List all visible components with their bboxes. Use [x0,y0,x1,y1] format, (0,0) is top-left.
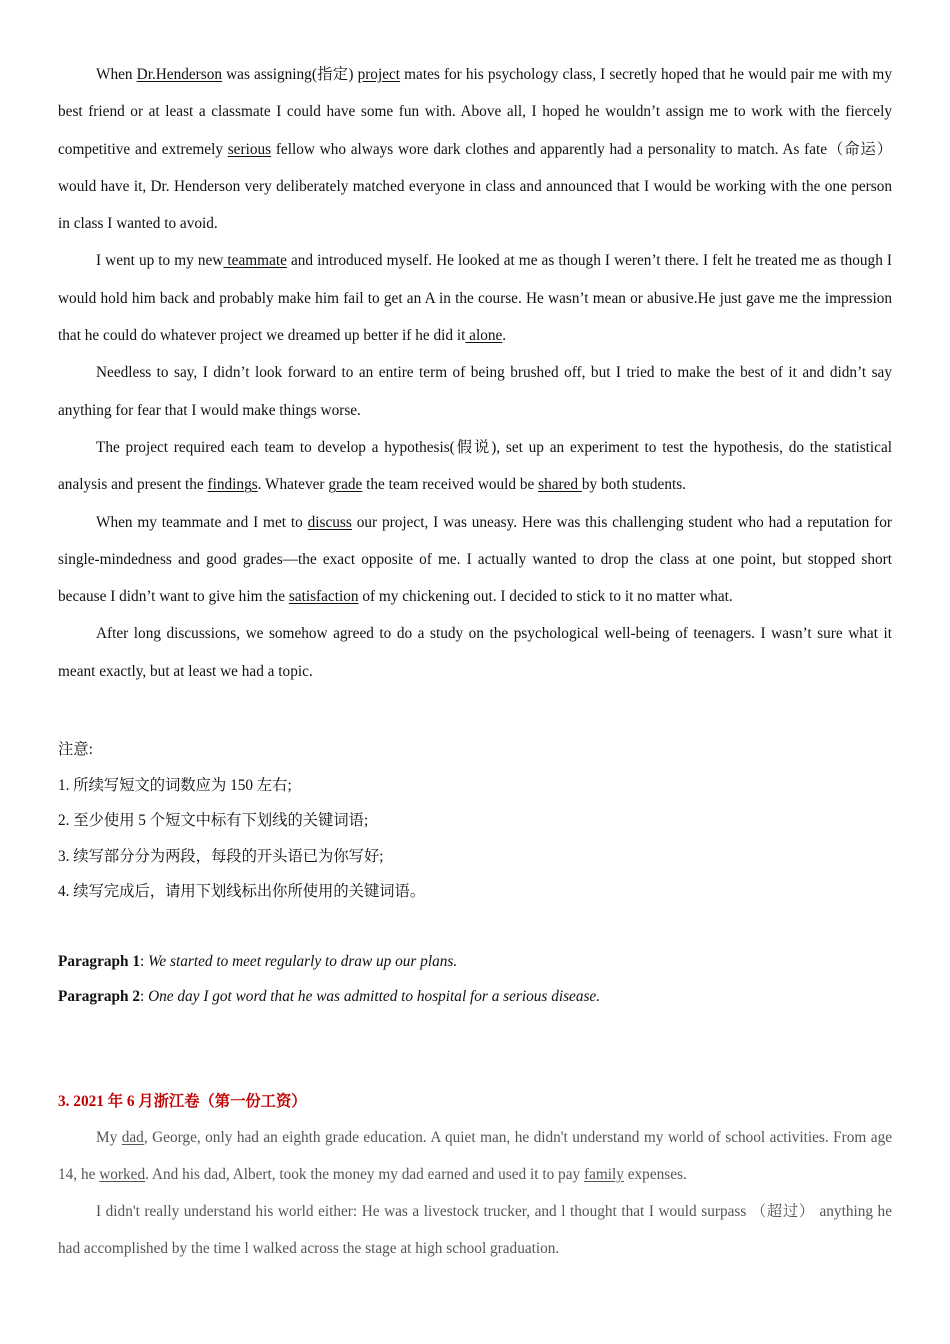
section-3-title: 3. 2021 年 6 月浙江卷（第一份工资） [58,1092,307,1110]
text-run: was assigning(指定) [222,66,358,83]
underlined-keyword: Dr.Henderson [136,66,223,83]
paragraph [58,1193,892,1268]
document-page [58,56,892,1268]
text-run: . And his dad, Albert, took the money my dad earned and used it to pay [145,1165,584,1183]
paragraph-prompts [58,944,892,1014]
underlined-keyword: findings [207,476,258,494]
text-run: When [96,66,137,83]
paragraph [58,615,892,690]
paragraph [58,1119,892,1194]
notes-section [58,732,892,910]
section-3-passage [58,1119,892,1268]
notes-heading: 注意: [58,741,93,759]
notes-item: 4. 续写完成后，请用下划线标出你所使用的关键词语。 [58,883,426,901]
underlined-keyword: project [357,66,401,83]
underlined-keyword: alone [465,327,503,345]
paragraph [58,504,892,616]
text-run: of my chickening out. I decided to stick to it no matter what. [358,588,733,606]
prompt-paragraph-2: Paragraph 2: One day I got word that he was admitted to hospital for a serious disease. [58,987,601,1005]
text-run: . Whatever [257,476,329,494]
text-run: by both students. [581,476,687,494]
prompt-text: We started to meet regularly to draw up our plans. [148,952,458,970]
text-run: My [96,1128,122,1146]
paragraph [58,429,892,504]
text-run: the team received would be [362,476,539,494]
text-run: After long discussions, we somehow agreed to do a study on the psychological well-being of teenagers. I wasn’t sure what it meant exactly, but at least we had a topic. [58,625,892,680]
paragraph [58,56,892,242]
notes-item: 3. 续写部分分为两段，每段的开头语已为你写好; [58,847,384,865]
underlined-keyword: worked [99,1165,146,1183]
text-run: our project, I was uneasy. Here was this challenging student who had a reputation for single-mindedness and good grades—the exact opposite of me. I actually wanted to drop the class at one point, but stopped short because I didn’t want to give him the [58,513,892,606]
paragraph [58,242,892,354]
text-run: expenses. [623,1165,687,1183]
underlined-keyword: shared [538,476,582,494]
text-run: mates for his psychology class, I secretly hoped that he would pair me with my best friend or at least a classmate I could have some fun with. Above all, I hoped he wouldn’t assign me to work with the fiercely competitive and extremely [58,66,892,158]
text-run: and introduced myself. He looked at me as though I weren’t there. I felt he treated me as though I would hold him back and probably make him fail to get an A in the course. He wasn’t mean or abusive.He just gave me the impression that he could do whatever project we dreamed up better if he did it [58,252,893,345]
text-run: , George, only had an eighth grade education. A quiet man, he didn't understand my world of school activities. From age 14, he [58,1128,893,1183]
notes-item: 2. 至少使用 5 个短文中标有下划线的关键词语; [58,812,369,830]
text-run: Needless to say, I didn’t look forward to an entire term of being brushed off, but I tried to make the best of it and didn’t say anything for fear that I would make things worse. [58,364,892,419]
paragraph [58,354,892,429]
underlined-keyword: grade [328,476,363,494]
passage-1 [58,56,892,690]
underlined-keyword: serious [227,140,272,158]
text-run: fellow who always wore dark clothes and apparently had a personality to match. As fate（命运） would have it, Dr. Henderson very deliberately matched everyone in class and announced that I would be working with the one person in class I wanted to avoid. [58,140,892,233]
underlined-keyword: discuss [307,513,352,531]
text-run: I went up to my new [96,252,224,270]
underlined-keyword: teammate [223,252,287,270]
notes-item: 1. 所续写短文的词数应为 150 左右; [58,776,292,794]
prompt-label: Paragraph 2 [58,987,141,1005]
text-run: . [502,327,507,345]
text-run: I didn't really understand his world either: He was a livestock trucker, and l thought that I would surpass （超过） anything he had accomplished by the time l walked across the stage at high school graduation. [58,1203,892,1258]
text-run: The project required each team to develop a hypothesis(假说), set up an experiment to test the hypothesis, do the statistical analysis and present the [58,438,892,494]
prompt-text: One day I got word that he was admitted to hospital for a serious disease. [148,987,601,1005]
underlined-keyword: family [583,1165,624,1183]
underlined-keyword: dad [121,1128,144,1146]
prompt-paragraph-1: Paragraph 1: We started to meet regularly to draw up our plans. [58,952,458,970]
underlined-keyword: satisfaction [288,588,359,606]
text-run: When my teammate and I met to [96,513,308,531]
prompt-label: Paragraph 1 [58,952,141,970]
